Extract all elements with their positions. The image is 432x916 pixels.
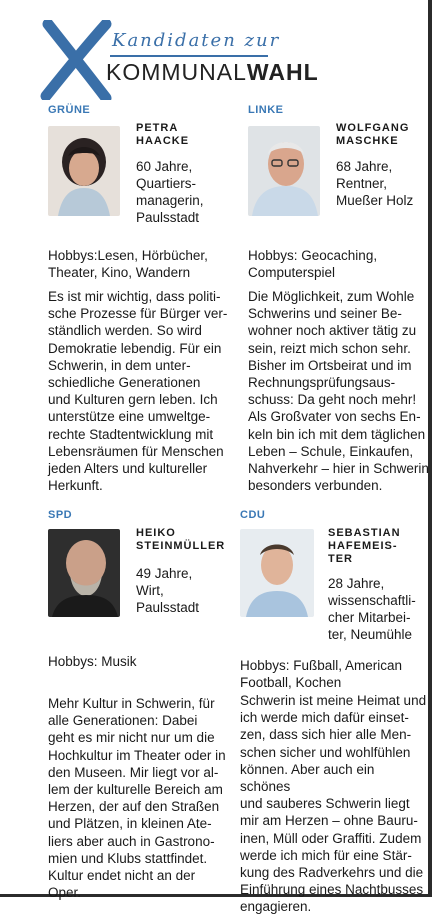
candidate-hobbies: Hobbys: Musik (48, 654, 137, 669)
header-kicker: Kandidaten zur (112, 30, 281, 51)
candidate-photo-sebastian-hafemeister (240, 529, 314, 617)
header-rule (110, 55, 268, 57)
candidate-photo-heiko-steinmueller (48, 529, 120, 617)
header-wordmark (106, 59, 319, 86)
candidate-meta: 68 Jahre, Rentner, Mueßer Holz (336, 159, 414, 208)
wordmark-bold: WAHL (246, 59, 319, 85)
candidate-name: SEBASTIAN HAFEMEIS- TER (328, 527, 401, 565)
party-label: CDU (240, 509, 266, 521)
party-label: SPD (48, 509, 73, 521)
candidate-photo-petra-haacke (48, 126, 120, 216)
candidate-photo-wolfgang-maschke (248, 126, 320, 216)
ballot-x-logo-icon (40, 20, 114, 100)
candidate-hobbies: Hobbys:Lesen, Hörbücher, Theater, Kino, Wandern (48, 248, 208, 280)
candidate-statement: Die Möglichkeit, zum Wohle Schwerins und seiner Be- wohner noch aktiver tätig zu sein, reizt mich schon sehr. Bisher im Ortsbeirat und im Rechnungsprüfungsaus- schuss: Da geht noch mehr! Als Großvater von sechs En- keln bin ich mit dem täglichen Leben – Schule, Einkaufen, Nahverkehr – hier in Schwerin besonders verbunden. (248, 289, 429, 494)
party-label: GRÜNE (48, 104, 91, 116)
candidate-name: PETRA HAACKE (136, 122, 190, 147)
candidate-statement: Es ist mir wichtig, dass politi- sche Prozesse für Bürger ver- ständlich werden. So wird Demokratie lebendig. Für ein Schwerin, in dem unter- schiedliche Generationen und Kulturen gern leben. Ich unterstütze eine umweltge- rechte Stadtentwicklung mit Lebensräumen für Menschen jeden Alters und kultureller Herkunft. (48, 289, 228, 494)
candidate-name: HEIKO STEINMÜLLER (136, 527, 226, 552)
candidate-name: WOLFGANG MASCHKE (336, 122, 410, 147)
wordmark-light: KOMMUNAL (106, 59, 247, 85)
party-label: LINKE (248, 104, 284, 116)
candidate-hobbies: Hobbys: Fußball, American Football, Kochen (240, 658, 403, 690)
candidate-statement: Schwerin ist meine Heimat und ich werde mich dafür einset- zen, dass sich hier alle Men- schen sicher und wohlfühlen können. Aber auch ein schönes und sauberes Schwerin liegt mir am Herzen – ohne Bauru- inen, Müll oder Graffiti. Zudem werde ich mich für eine Stär- kung des Radverkehrs und die Einführung eines Nachtbusses engagieren. (240, 693, 427, 915)
candidate-statement: Mehr Kultur in Schwerin, für alle Generationen: Dabei geht es mir nicht nur um die Hochkultur im Theater oder in den Museen. Mir liegt vor al- lem der kulturelle Bereich am Herzen, der auf den Straßen und Plätzen, in kleinen Ate- liers aber auch in Gastrono- mien und Klubs stattfindet. Kultur endet nicht an der Oper. (48, 696, 226, 901)
candidate-meta: 60 Jahre, Quartiers- managerin, Paulsstadt (136, 159, 204, 225)
candidate-meta: 49 Jahre, Wirt, Paulsstadt (136, 566, 200, 615)
candidate-meta: 28 Jahre, wissenschaftli- cher Mitarbei- ter, Neumühle (328, 576, 416, 642)
candidate-hobbies: Hobbys: Geocaching, Computerspiel (248, 248, 378, 280)
